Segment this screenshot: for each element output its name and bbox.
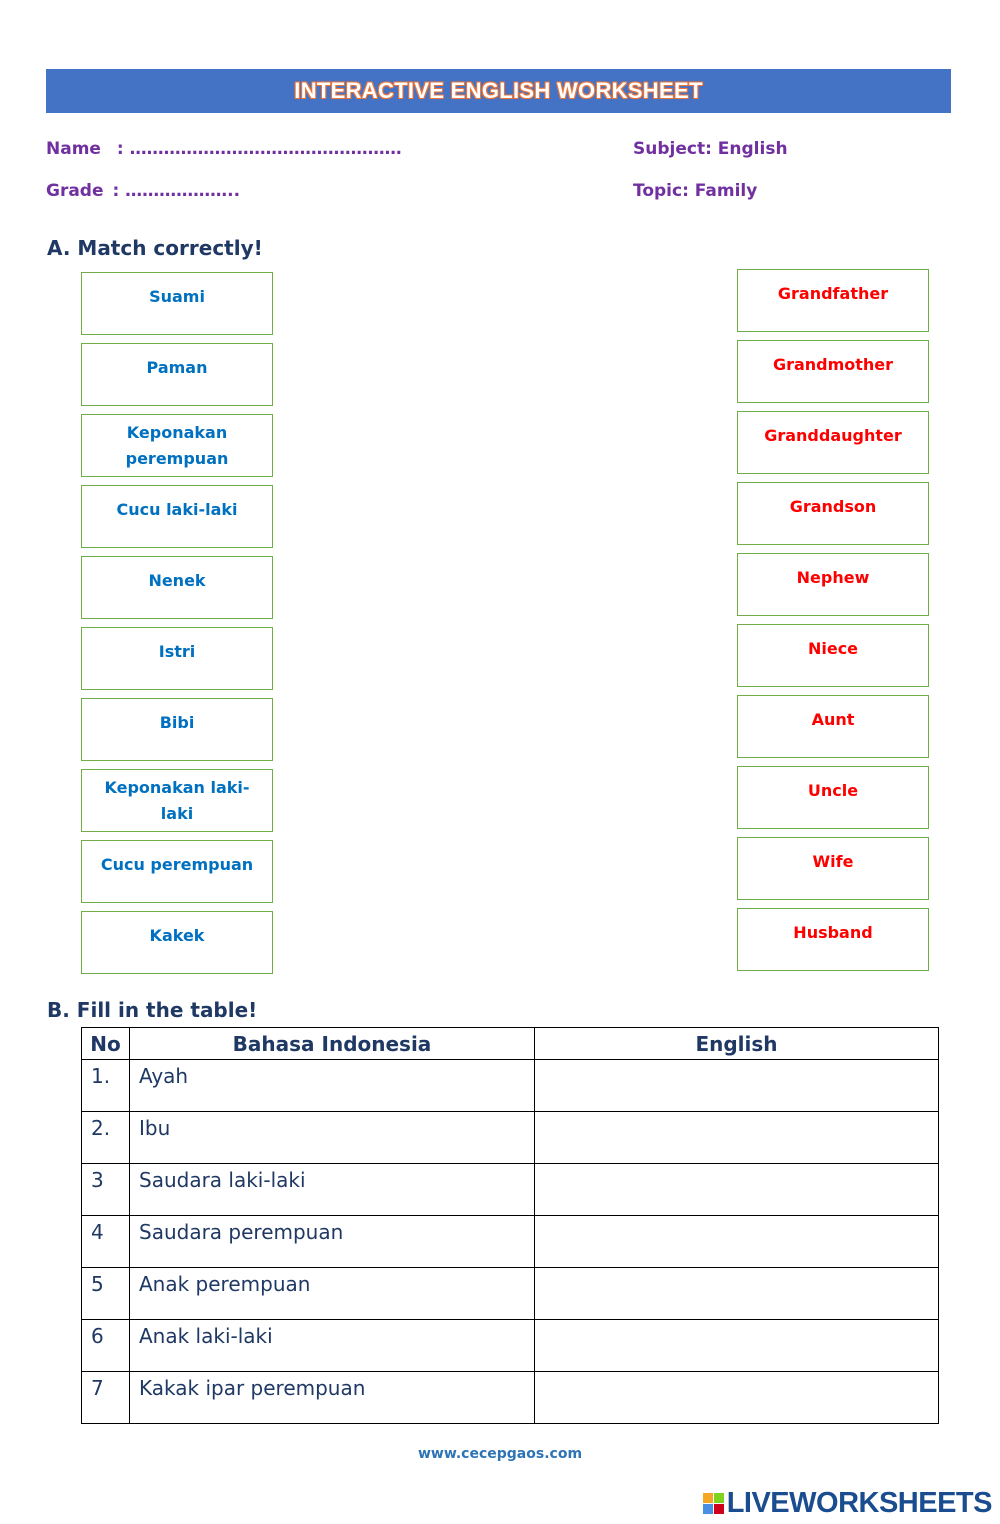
- english-cell: [535, 1060, 939, 1112]
- indonesian-word: Anak perempuan: [130, 1268, 535, 1320]
- match-right-label: Uncle: [807, 780, 859, 800]
- indonesian-word: Anak laki-laki: [130, 1320, 535, 1372]
- match-right-item[interactable]: [737, 837, 929, 900]
- name-line: : …………………………………………: [116, 139, 402, 159]
- match-right-item[interactable]: [737, 908, 929, 971]
- logo-square: [714, 1493, 724, 1503]
- brand-name: LIVEWORKSHEETS: [726, 1487, 992, 1519]
- table-row: [82, 1372, 939, 1424]
- english-answer-input[interactable]: [535, 1268, 938, 1315]
- table-header-row: [82, 1028, 939, 1060]
- english-answer-input[interactable]: [535, 1164, 938, 1211]
- footer-url: www.cecepgaos.com: [417, 1446, 583, 1462]
- match-right-label: Grandson: [789, 496, 877, 516]
- match-left-item[interactable]: [81, 911, 273, 974]
- match-left-label: Bibi: [159, 712, 195, 732]
- english-answer-input[interactable]: [535, 1060, 938, 1107]
- table-row: [82, 1112, 939, 1164]
- match-left-label: Keponakan laki-laki: [104, 777, 250, 823]
- match-left-item[interactable]: [81, 343, 273, 406]
- grade-field: [46, 181, 240, 201]
- logo-square: [703, 1504, 713, 1514]
- match-right-item[interactable]: [737, 624, 929, 687]
- liveworksheets-brand: [703, 1487, 992, 1520]
- match-left-item[interactable]: [81, 556, 273, 619]
- subject-text: Subject: English: [633, 139, 788, 159]
- match-left-item[interactable]: [81, 272, 273, 335]
- row-number: 4: [82, 1216, 130, 1268]
- col-indonesia-header: Bahasa Indonesia: [130, 1028, 535, 1060]
- indonesian-word: Saudara perempuan: [130, 1216, 535, 1268]
- match-right-label: Wife: [812, 851, 854, 871]
- grade-label: Grade: [46, 181, 104, 201]
- match-right-item[interactable]: [737, 482, 929, 545]
- logo-square: [714, 1504, 724, 1514]
- logo-square: [703, 1493, 713, 1503]
- match-left-label: Cucu laki-laki: [116, 499, 238, 519]
- grade-line: : ………………..: [112, 181, 241, 201]
- english-cell: [535, 1372, 939, 1424]
- section-b-heading: B. Fill in the table!: [47, 998, 258, 1022]
- match-left-item[interactable]: [81, 698, 273, 761]
- indonesian-word: Ayah: [130, 1060, 535, 1112]
- row-number: 2.: [82, 1112, 130, 1164]
- name-field: [46, 139, 402, 159]
- match-left-item[interactable]: [81, 769, 273, 832]
- section-a-heading: A. Match correctly!: [47, 236, 263, 260]
- row-number: 7: [82, 1372, 130, 1424]
- match-right-item[interactable]: [737, 340, 929, 403]
- english-cell: [535, 1268, 939, 1320]
- name-label: Name: [46, 139, 101, 159]
- header-banner: [46, 69, 951, 113]
- topic-text: Topic: Family: [633, 181, 758, 201]
- match-right-item[interactable]: [737, 553, 929, 616]
- match-left-label: Kakek: [149, 925, 205, 945]
- row-number: 5: [82, 1268, 130, 1320]
- col-english-header: English: [535, 1028, 939, 1060]
- english-cell: [535, 1320, 939, 1372]
- fill-table: [81, 1027, 939, 1424]
- row-number: 1.: [82, 1060, 130, 1112]
- row-number: 6: [82, 1320, 130, 1372]
- indonesian-word: Ibu: [130, 1112, 535, 1164]
- match-right-item[interactable]: [737, 411, 929, 474]
- match-right-label: Husband: [793, 922, 873, 942]
- match-right-item[interactable]: [737, 695, 929, 758]
- english-answer-input[interactable]: [535, 1112, 938, 1159]
- match-right-label: Niece: [807, 638, 859, 658]
- match-left-label: Paman: [146, 357, 208, 377]
- english-answer-input[interactable]: [535, 1372, 938, 1419]
- table-row: [82, 1320, 939, 1372]
- col-no-header: No: [82, 1028, 130, 1060]
- match-left-item[interactable]: [81, 414, 273, 477]
- match-right-label: Aunt: [811, 709, 855, 729]
- english-answer-input[interactable]: [535, 1320, 938, 1367]
- worksheet-title: INTERACTIVE ENGLISH WORKSHEET: [294, 78, 703, 103]
- table-row: [82, 1216, 939, 1268]
- match-right-label: Grandmother: [772, 354, 894, 374]
- english-cell: [535, 1164, 939, 1216]
- match-left-label: Cucu perempuan: [100, 854, 254, 874]
- english-cell: [535, 1216, 939, 1268]
- match-right-item[interactable]: [737, 269, 929, 332]
- match-left-label: Suami: [149, 286, 205, 306]
- english-cell: [535, 1112, 939, 1164]
- table-row: [82, 1060, 939, 1112]
- indonesian-word: Saudara laki-laki: [130, 1164, 535, 1216]
- match-left-label: Istri: [158, 641, 196, 661]
- match-left-label: Nenek: [148, 570, 206, 590]
- match-left-label: Keponakan perempuan: [125, 422, 229, 468]
- match-right-item[interactable]: [737, 766, 929, 829]
- english-answer-input[interactable]: [535, 1216, 938, 1263]
- match-right-label: Grandfather: [777, 283, 889, 303]
- match-right-label: Nephew: [796, 567, 870, 587]
- match-left-item[interactable]: [81, 485, 273, 548]
- table-row: [82, 1164, 939, 1216]
- row-number: 3: [82, 1164, 130, 1216]
- indonesian-word: Kakak ipar perempuan: [130, 1372, 535, 1424]
- match-left-item[interactable]: [81, 627, 273, 690]
- match-right-label: Granddaughter: [764, 425, 902, 445]
- liveworksheets-logo-icon: [703, 1493, 724, 1514]
- table-row: [82, 1268, 939, 1320]
- match-left-item[interactable]: [81, 840, 273, 903]
